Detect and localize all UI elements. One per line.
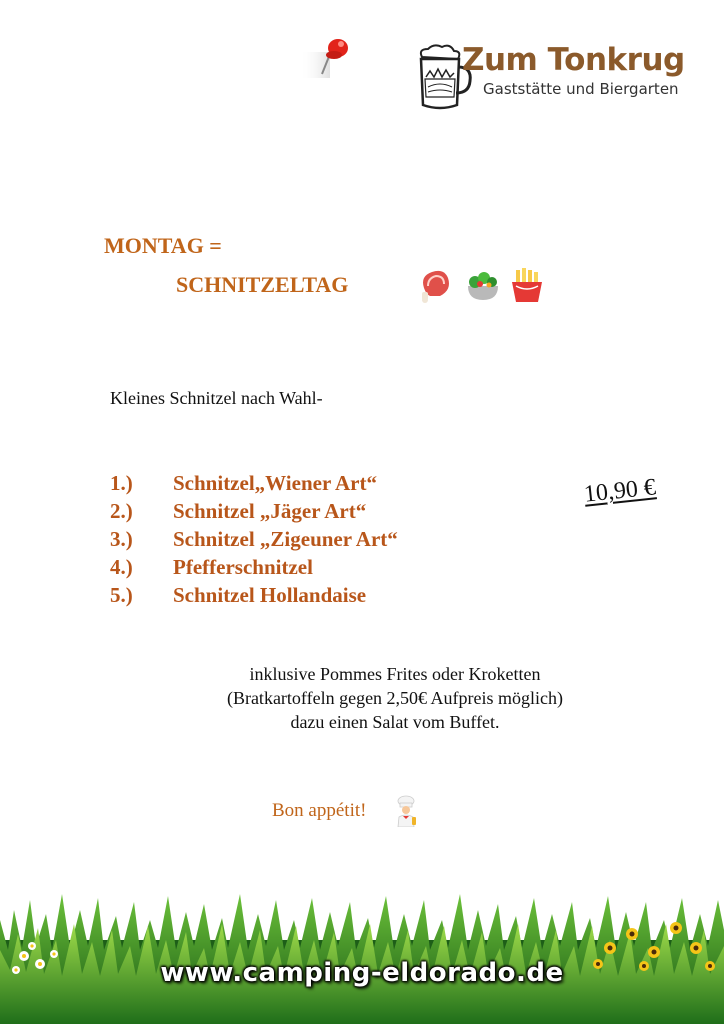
meat-icon [422,271,449,303]
item-number: 2.) [110,499,133,523]
item-label: Schnitzel „Jäger Art“ [173,499,367,523]
schnitzel-menu [110,469,398,609]
list-item [110,525,398,553]
item-label: Schnitzel„Wiener Art“ [173,471,377,495]
logo-title: Zum Tonkrug [462,42,685,78]
restaurant-logo [412,38,692,118]
info-line: dazu einen Salat vom Buffet. [290,712,500,732]
list-item [110,469,398,497]
closing-text: Bon appétit! [272,800,367,821]
item-number: 1.) [110,471,133,495]
fries-icon [512,268,542,302]
info-line: (Bratkartoffeln gegen 2,50€ Aufpreis möglich) [226,688,564,708]
item-label: Schnitzel Hollandaise [173,583,367,607]
item-label: Schnitzel „Zigeuner Art“ [173,527,398,551]
salad-icon [468,272,498,300]
item-label: Pfefferschnitzel [173,555,313,579]
theme-heading: SCHNITZELTAG [176,272,349,297]
info-line: inklusive Pommes Frites oder Kroketten [249,664,541,684]
grass-illustration [0,890,724,1024]
intro-text: Kleines Schnitzel nach Wahl- [110,388,323,408]
pushpin-icon [300,32,360,82]
grass-footer [0,890,724,1024]
list-item [110,497,398,525]
item-number: 3.) [110,527,133,551]
side-dish-info [0,662,724,734]
price: 10,90 € [582,474,658,508]
item-number: 4.) [110,555,133,579]
logo-subtitle: Gaststätte und Biergarten [483,80,679,98]
website-url[interactable]: www.camping-eldorado.de [160,958,564,988]
item-number: 5.) [110,583,133,607]
chef-icon [393,795,419,827]
food-icons [418,266,548,304]
day-heading: MONTAG = [104,233,222,258]
list-item [110,581,398,609]
list-item [110,553,398,581]
